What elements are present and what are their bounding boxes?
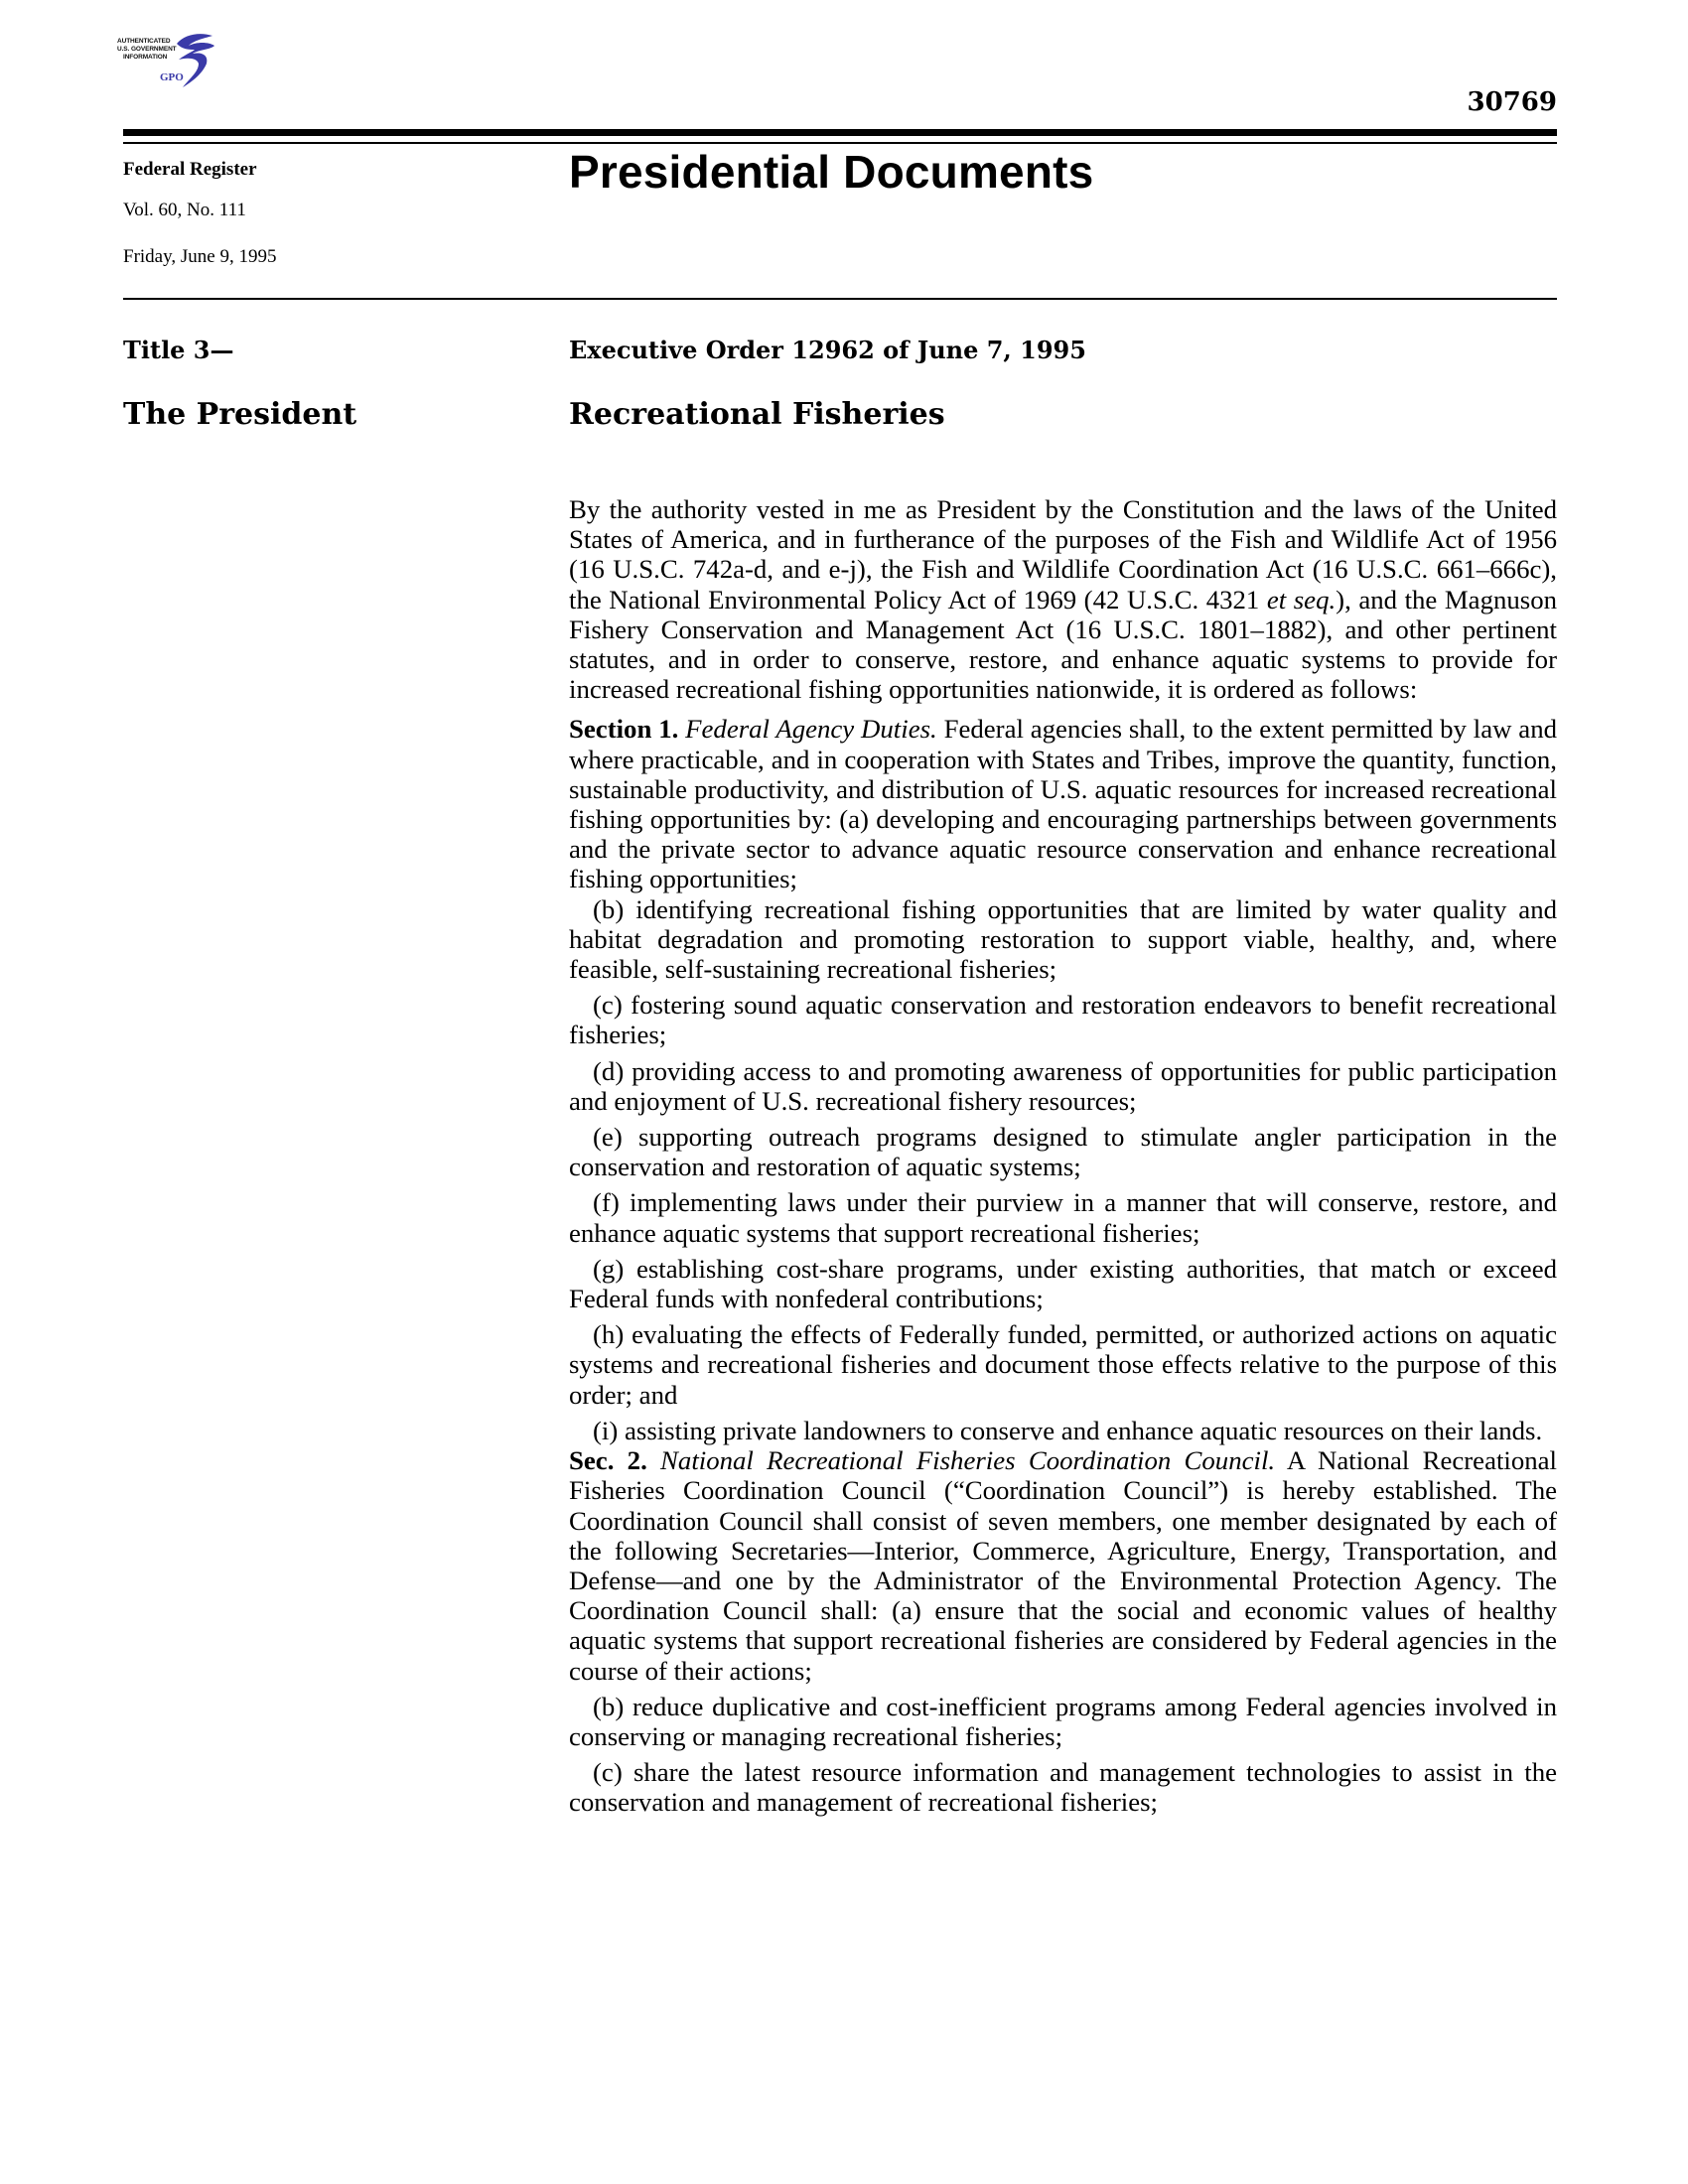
list-item: (b) identifying recreational fishing opportunities that are limited by water quality and habitat degradation and promoting restoration to support viable, healthy, and, where feasible, self-sustaining recreational fisheries;	[569, 893, 1557, 985]
page-number: 30769	[1467, 87, 1557, 117]
logo-line: AUTHENTICATED	[117, 38, 171, 45]
list-item: (c) fostering sound aquatic conservation and restoration endeavors to benefit recreational fisheries;	[569, 990, 1557, 1050]
list-item: (g) establishing cost-share programs, under existing authorities, that match or exceed Federal funds with nonfederal contributions;	[569, 1253, 1557, 1314]
header-rule-lower	[123, 298, 1557, 300]
volume-number: Vol. 60, No. 111	[123, 200, 246, 220]
section-text: Federal agencies shall, to the extent permitted by law and where practicable, and in cooperation with States and Tribes, improve the quantity, function, sustainable productivity, and distribution of U.S. aquatic resources for increased recreational fishing opportunities by: (a) developing and encouraging partnerships between governments and the private sector to advance aquatic resource conservation and enhance recreational fishing opportunities;	[569, 714, 1557, 894]
document-body	[569, 494, 1557, 1818]
list-item: (b) reduce duplicative and cost-inefficient programs among Federal agencies involved in conserving or managing recreational fisheries;	[569, 1691, 1557, 1751]
preamble-italic: et seq.	[1266, 584, 1336, 614]
section-label: Section 1.	[569, 714, 679, 745]
section-2-paragraph	[569, 1445, 1557, 1686]
list-item: (f) implementing laws under their purview in a manner that will conserve, restore, and enhance aquatic systems that support recreational fisheries;	[569, 1187, 1557, 1248]
section-label: Sec. 2.	[569, 1445, 647, 1476]
logo-text	[117, 38, 177, 62]
logo-line: U.S. GOVERNMENT	[117, 46, 177, 53]
list-item: (d) providing access to and promoting awareness of opportunities for public participation and enjoyment of U.S. recreational fishery resources;	[569, 1055, 1557, 1116]
publication-name: Federal Register	[123, 159, 257, 180]
header-rule-thick	[123, 129, 1557, 136]
executive-order-line: Executive Order 12962 of June 7, 1995	[569, 336, 1086, 364]
logo-line: INFORMATION	[123, 54, 168, 61]
title-number: Title 3—	[123, 336, 234, 364]
preamble-text: ), and the Magnuson Fishery Conservation and Management Act (16 U.S.C. 1801–1882), and other pertinent statutes, and in order to conserve, restore, and enhance aquatic systems to provide for increased recreational fishing opportunities nationwide, it is ordered as follows:	[569, 584, 1557, 705]
section-heading-italic: National Recreational Fisheries Coordination Council.	[660, 1445, 1276, 1476]
title-name: The President	[123, 397, 357, 432]
section-text: A National Recreational Fisheries Coordination Council (“Coordination Council”) is hereby established. The Coordination Council shall consist of seven members, one member designated by each of the following Secretaries—Interior, Commerce, Agriculture, Energy, Transportation, and Defense—and one by the Administrator of the Environmental Protection Agency. The Coordination Council shall: (a) ensure that the social and economic values of healthy aquatic systems that support recreational fisheries are considered by Federal agencies in the course of their actions;	[569, 1445, 1557, 1686]
list-item: (h) evaluating the effects of Federally funded, permitted, or authorized actions on aquatic systems and recreational fisheries and document those effects relative to the purpose of this order; and	[569, 1319, 1557, 1410]
executive-order-title: Recreational Fisheries	[569, 397, 945, 432]
section-heading-italic: Federal Agency Duties.	[685, 714, 937, 745]
logo-gpo-mark: GPO	[160, 71, 184, 83]
preamble-text: By the authority vested in me as President by the Constitution and the laws of the United States of America, and in furtherance of the purposes of the Fish and Wildlife Act of 1956 (16 U.S.C. 742a-d, and e-j), the Fish and Wildlife Coordination Act (16 U.S.C. 661–666c), the National Environmental Policy Act of 1969 (42 U.S.C. 4321	[569, 494, 1557, 614]
list-item: (c) share the latest resource information and management technologies to assist in the conservation and management of recreational fisheries;	[569, 1757, 1557, 1818]
section-1-paragraph	[569, 714, 1557, 893]
gpo-authentication-logo	[117, 30, 236, 91]
preamble-paragraph	[569, 494, 1557, 704]
list-item: (i) assisting private landowners to conserve and enhance aquatic resources on their lands.	[593, 1415, 1543, 1445]
publication-date: Friday, June 9, 1995	[123, 246, 277, 267]
header-rule-thin	[123, 142, 1557, 144]
list-item: (e) supporting outreach programs designed to stimulate angler participation in the conservation and restoration of aquatic systems;	[569, 1122, 1557, 1182]
section-heading: Presidential Documents	[569, 146, 1094, 198]
eagle-icon	[175, 30, 218, 91]
